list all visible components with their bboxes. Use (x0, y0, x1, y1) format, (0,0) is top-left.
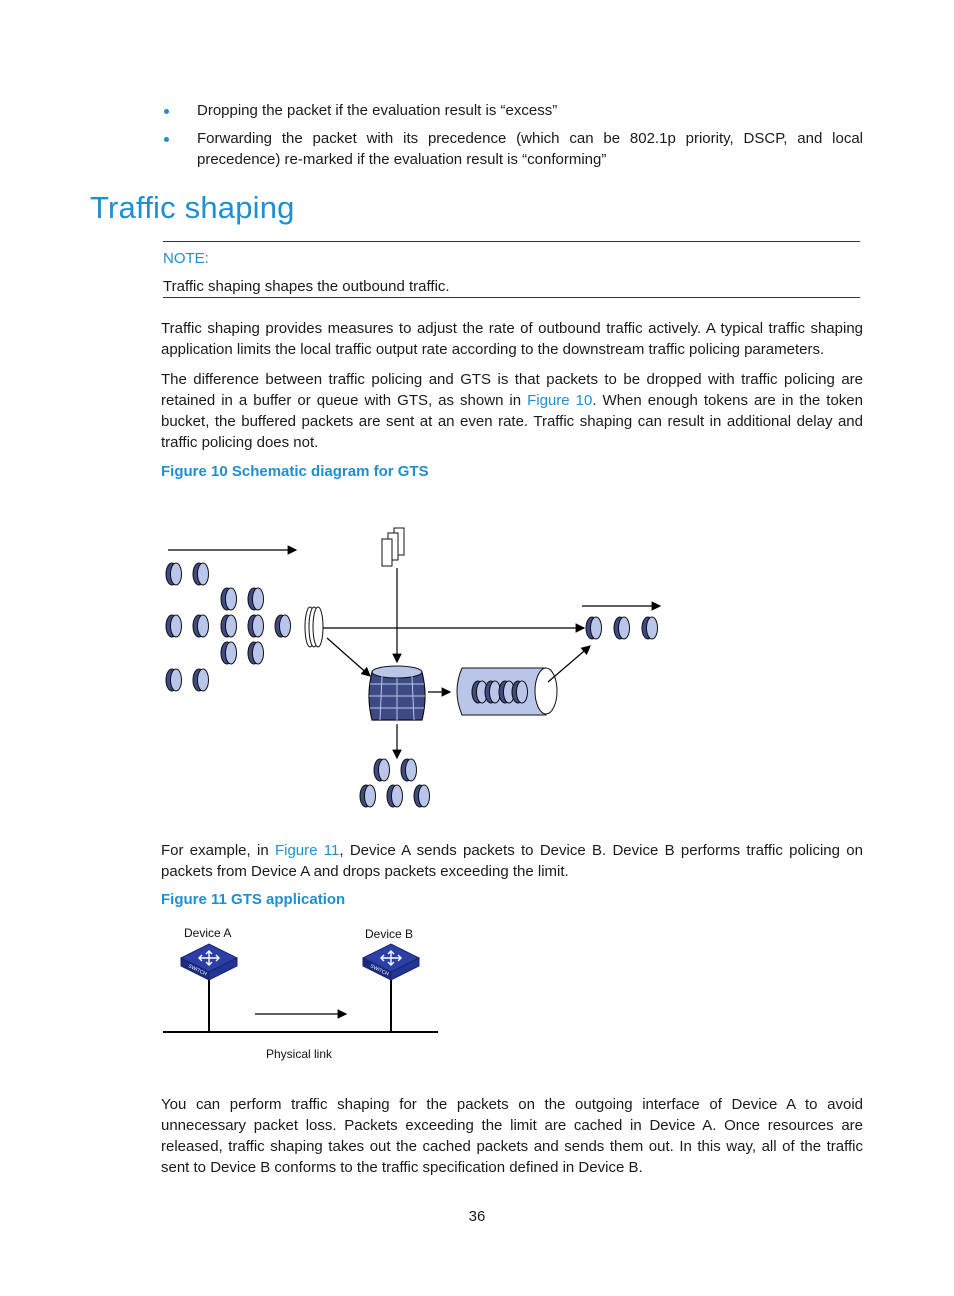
device-a-label: Device A (184, 926, 232, 940)
figure10-link[interactable]: Figure 10 (527, 392, 593, 409)
device-b-label: Device B (365, 927, 414, 941)
gts-application-diagram (0, 920, 954, 1070)
page-number: 36 (468, 1208, 486, 1225)
device-b-switch-icon (363, 944, 419, 980)
shaped-output-arrow (548, 646, 590, 682)
tokens-icon (382, 528, 404, 566)
device-a-switch-icon (181, 944, 237, 980)
paragraph (161, 369, 863, 453)
outgoing-packets (586, 617, 658, 639)
bullet-dot (164, 137, 169, 142)
paragraph-text: , Device A sends packets to Device B. Device B performs traffic policing on packets from Device A and drops packets exceeding the limit. (161, 842, 863, 880)
paragraph-text: The difference between traffic policing and GTS is that packets to be dropped with traffic policing are retained in a buffer or queue with GTS, as shown in (161, 371, 863, 409)
switch-icon-text: SWITCH (369, 963, 390, 978)
incoming-packets (166, 563, 291, 691)
paragraph (161, 840, 863, 882)
dropped-packets (360, 759, 430, 807)
bullet-item: Dropping the packet if the evaluation result is “excess” (197, 102, 558, 119)
physical-link-label: Physical link (266, 1047, 333, 1061)
figure11-link[interactable]: Figure 11 (274, 842, 340, 859)
classify-arrow (327, 638, 370, 676)
classifier-icon (305, 607, 323, 647)
switch-icon-text: SWITCH (187, 963, 208, 978)
figure10-caption: Figure 10 Schematic diagram for GTS (161, 463, 429, 480)
figure11-caption: Figure 11 GTS application (161, 891, 346, 908)
paragraph-text: For example, in (161, 842, 275, 859)
note-top-rule (163, 241, 860, 242)
bullet-item: Forwarding the packet with its precedence (which can be 802.1p priority, DSCP, and local precedence) re-marked if the evaluation result is “conforming” (197, 130, 863, 168)
note-label: NOTE: (163, 250, 209, 267)
paragraph: You can perform traffic shaping for the packets on the outgoing interface of Device A to avoid unnecessary packet loss. Packets exceeding the limit are cached in Device A. Once resources are released, traffic shaping takes out the cached packets and sends them out. In this way, all of the traffic sent to Device B conforms to the traffic specification defined in Device B. (161, 1096, 863, 1176)
note-text: Traffic shaping shapes the outbound traffic. (163, 278, 450, 295)
note-bottom-rule (163, 297, 860, 298)
token-bucket-icon (369, 666, 425, 722)
queue-icon (457, 668, 557, 715)
gts-schematic-diagram (0, 500, 954, 830)
paragraph-text: . When enough tokens are in the token bucket, the buffered packets are sent at an even rate. Traffic shaping can result in additional delay and traffic policing does not. (161, 392, 863, 451)
paragraph: Traffic shaping provides measures to adjust the rate of outbound traffic actively. A typical traffic shaping application limits the local traffic output rate according to the downstream traffic policing parameters. (161, 320, 863, 358)
section-title: Traffic shaping (90, 190, 295, 225)
bullet-dot (164, 109, 169, 114)
